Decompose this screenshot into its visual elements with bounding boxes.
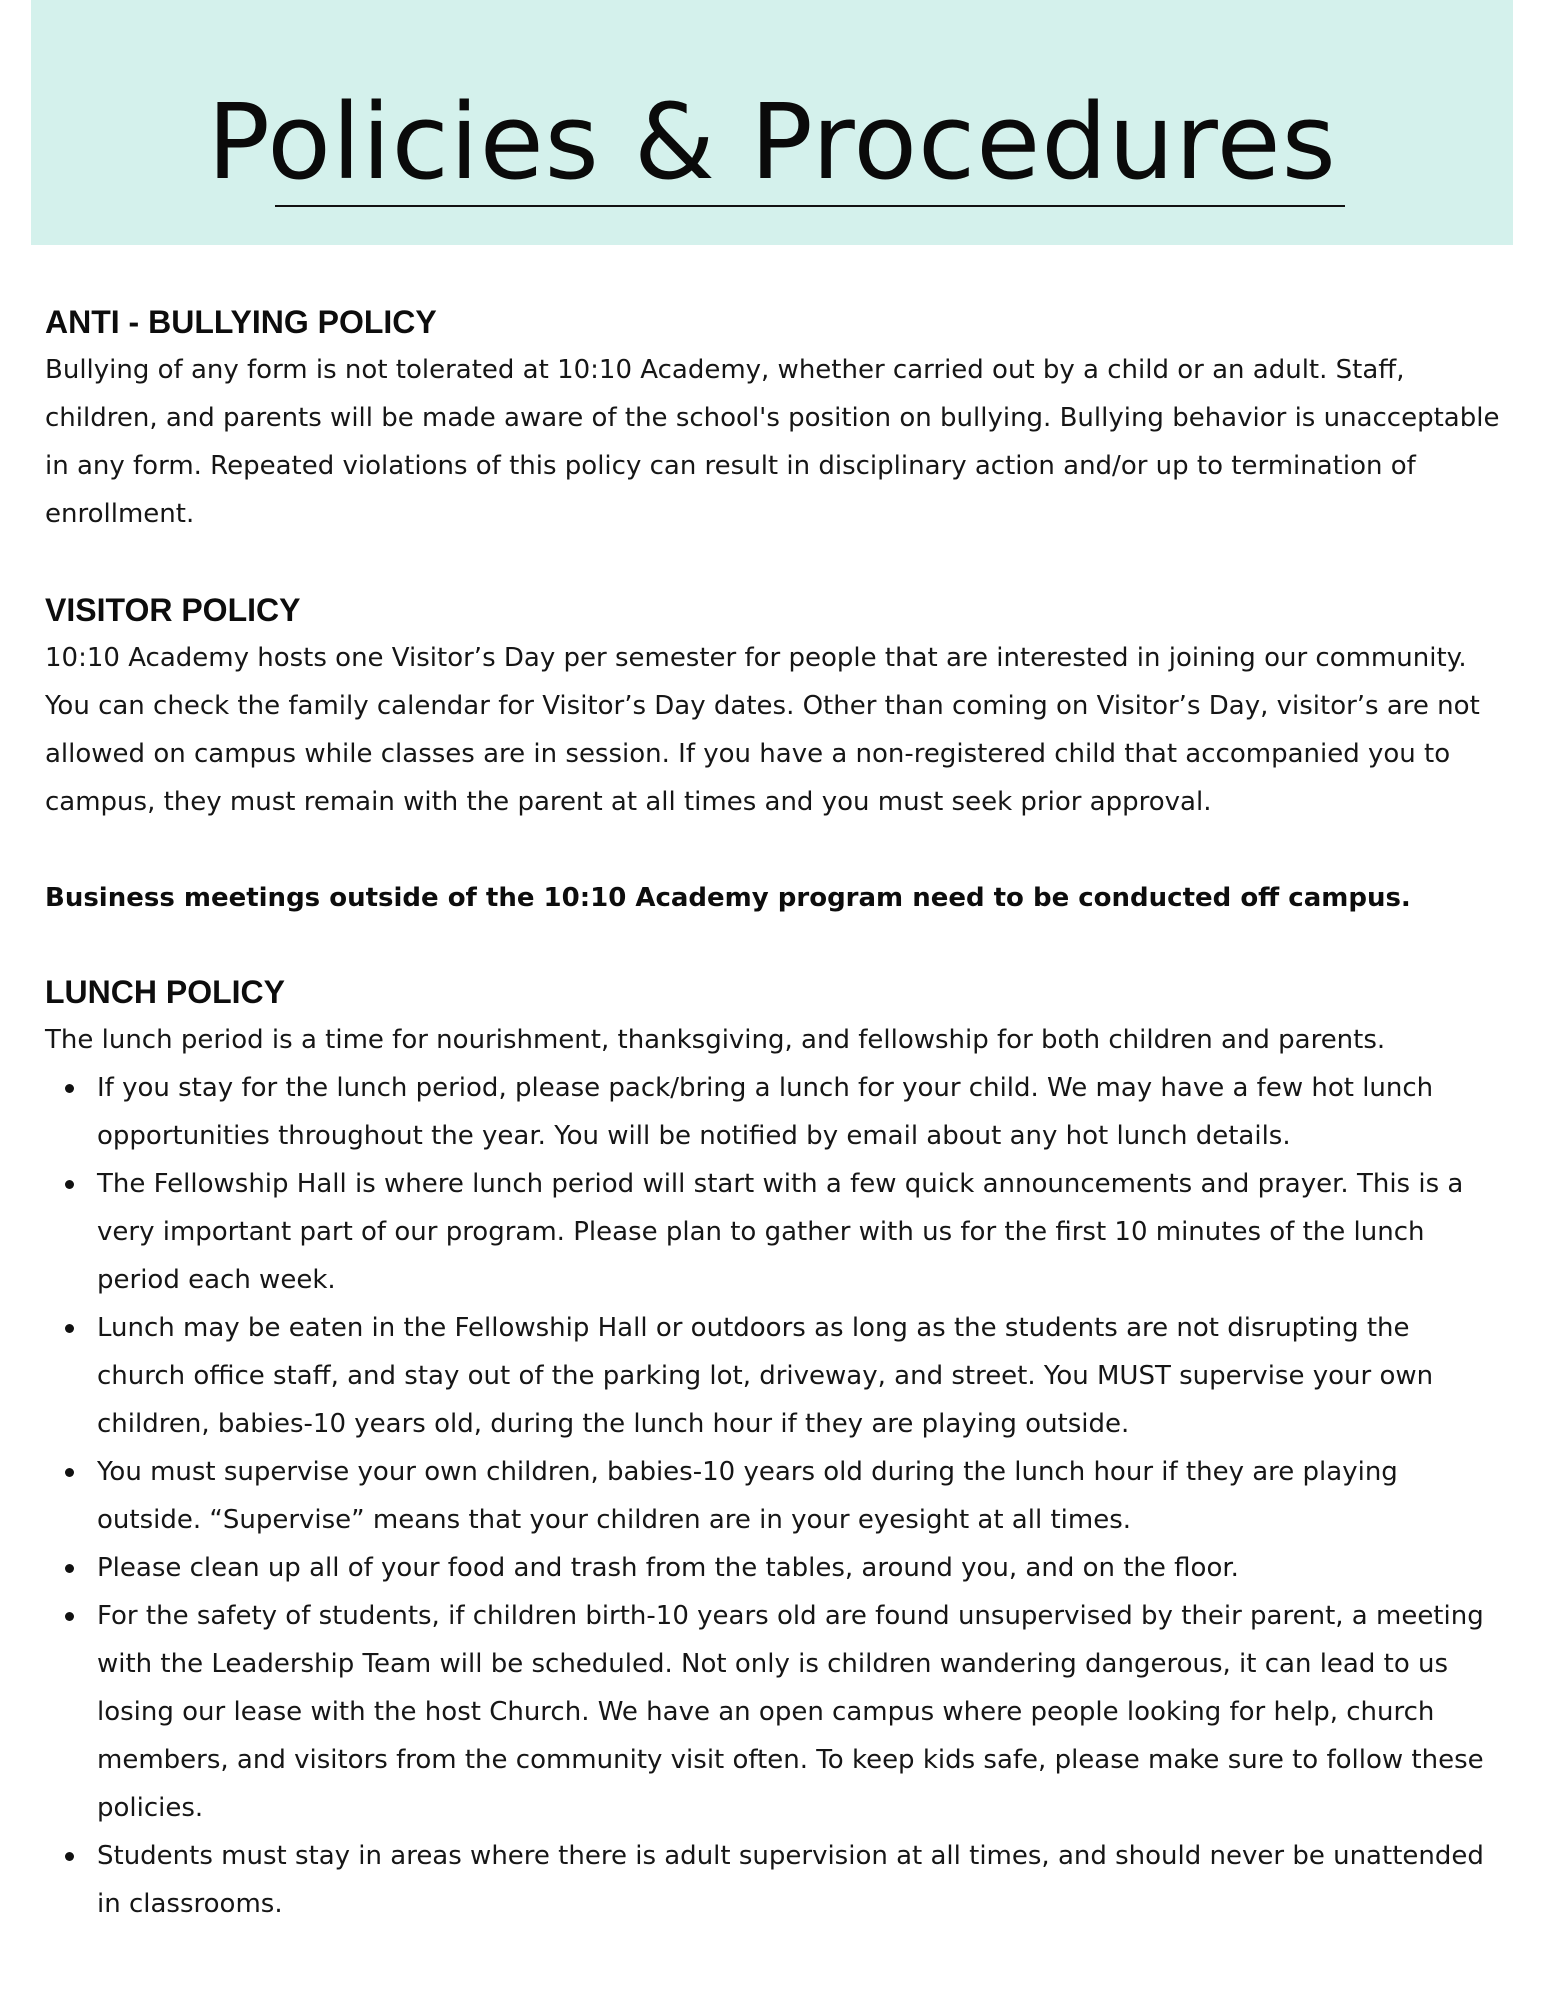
anti-bullying-heading: ANTI - BULLYING POLICY (45, 304, 437, 340)
list-item-text: You must supervise your own children, babies-10 years old during the lunch hour if they are playing outside. “Supervise” means that your children are in your eyesight at all times. (97, 1457, 1398, 1535)
visitor-section (45, 586, 1505, 922)
list-item (45, 1064, 1505, 1160)
lunch-section (45, 968, 1505, 1928)
anti-bullying-section (45, 298, 1505, 538)
title-underline (275, 205, 1345, 207)
list-item (45, 1304, 1505, 1448)
bullet-dot-icon (65, 1468, 74, 1477)
policy-content (45, 298, 1505, 1928)
list-item (45, 1592, 1505, 1832)
list-item (45, 1160, 1505, 1304)
anti-bullying-body: Bullying of any form is not tolerated at 10:10 Academy, whether carried out by a child or an adult. Staff, children, and parents will be made aware of the school's position on bullying. Bullying behavior is unacceptable in any form. Repeated violations of this policy can result in disciplinary action and/or up to termination of enrollment. (45, 355, 1500, 529)
list-item-text: If you stay for the lunch period, please pack/bring a lunch for your child. We may have a few hot lunch opportunities throughout the year. You will be notified by email about any hot lunch details. (97, 1073, 1434, 1151)
visitor-heading: VISITOR POLICY (45, 592, 301, 628)
list-item-text: The Fellowship Hall is where lunch period will start with a few quick announcements and prayer. This is a very important part of our program. Please plan to gather with us for the first 10 minutes of the lunch period each week. (97, 1169, 1464, 1295)
section-spacer (45, 922, 1505, 968)
list-item (45, 1544, 1505, 1592)
bullet-dot-icon (65, 1324, 74, 1333)
list-item (45, 1448, 1505, 1544)
bullet-dot-icon (65, 1852, 74, 1861)
list-item-text: Please clean up all of your food and trash from the tables, around you, and on the floor. (97, 1553, 1239, 1583)
page-title: Policies & Procedures (207, 81, 1337, 203)
section-spacer (45, 538, 1505, 586)
list-item-text: Students must stay in areas where there is adult supervision at all times, and should never be unattended in classrooms. (97, 1841, 1484, 1919)
list-item (45, 1832, 1505, 1928)
bullet-dot-icon (65, 1084, 74, 1093)
header-band (31, 0, 1513, 245)
business-meetings-note: Business meetings outside of the 10:10 Academy program need to be conducted off campus. (45, 883, 1411, 913)
lunch-rules-list (45, 1064, 1505, 1928)
lunch-intro: The lunch period is a time for nourishment, thanksgiving, and fellowship for both children and parents. (45, 1025, 1386, 1055)
lunch-heading: LUNCH POLICY (45, 974, 285, 1010)
bullet-dot-icon (65, 1180, 74, 1189)
list-item-text: For the safety of students, if children birth-10 years old are found unsupervised by their parent, a meeting with the Leadership Team will be scheduled. Not only is children wandering dangerous, it can lead to us losing our lease with the host Church. We have an open campus where people looking for help, church members, and visitors from the community visit often. To keep kids safe, please make sure to follow these policies. (97, 1601, 1484, 1823)
bullet-dot-icon (65, 1612, 74, 1621)
list-item-text: Lunch may be eaten in the Fellowship Hall or outdoors as long as the students are not disrupting the church office staff, and stay out of the parking lot, driveway, and street. You MUST supervise your own children, babies-10 years old, during the lunch hour if they are playing outside. (97, 1313, 1434, 1439)
section-spacer (45, 826, 1505, 874)
bullet-dot-icon (65, 1564, 74, 1573)
visitor-body: 10:10 Academy hosts one Visitor’s Day per semester for people that are interested in joining our community. You can check the family calendar for Visitor’s Day dates. Other than coming on Visitor’s Day, visitor’s are not allowed on campus while classes are in session. If you have a non-registered child that accompanied you to campus, they must remain with the parent at all times and you must seek prior approval. (45, 643, 1480, 817)
